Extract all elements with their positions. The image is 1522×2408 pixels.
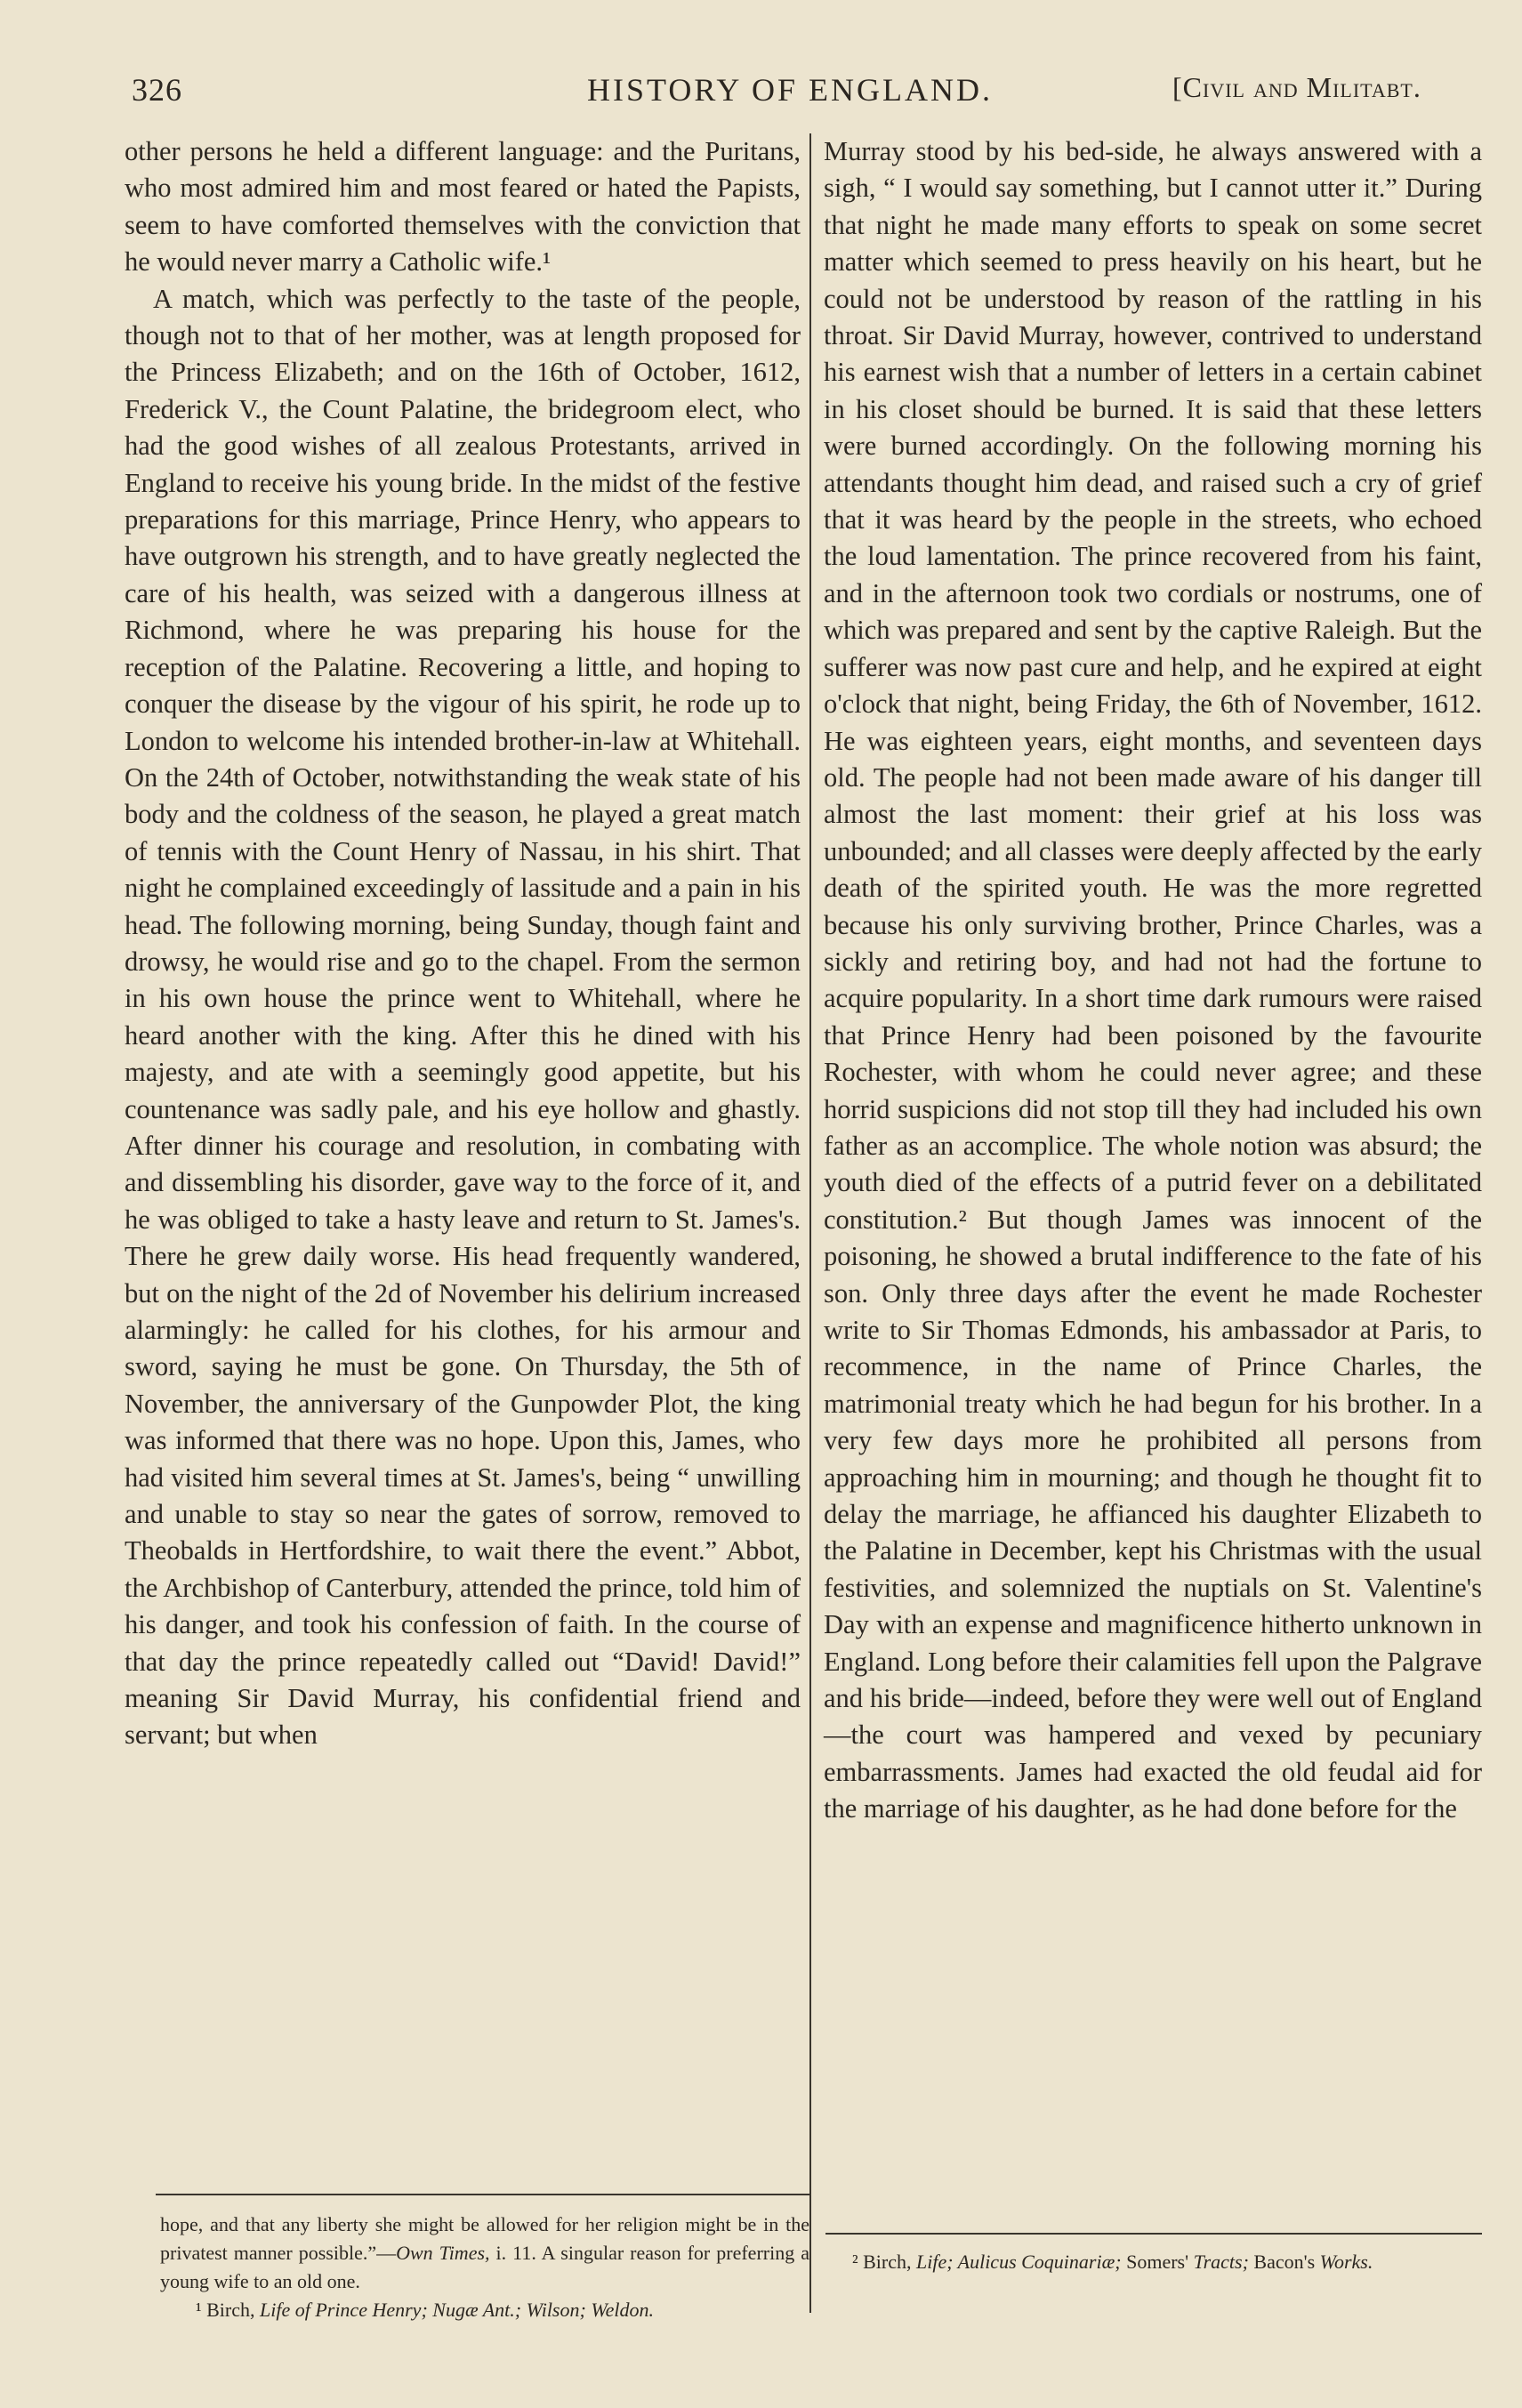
footnotes-right <box>825 2248 1482 2276</box>
footnote-1: ¹ Birch, Life of Prince Henry; Nugæ Ant.; Wilson; Weldon. <box>196 2299 655 2321</box>
column-divider <box>809 133 811 2313</box>
left-paragraph-2: A match, which was perfectly to the taste of the people, though not to that of her mother, was at length proposed for the Princess Elizabeth; and on the 16th of October, 1612, Frederick V., the Count Palatine, the bridegroom elect, who had the good wishes of all zealous Protestants, arrived in England to receive his young bride. In the midst of the festive preparations for this marriage, Prince Henry, who appears to have outgrown his strength, and to have greatly neglected the care of his health, was seized with a dangerous illness at Richmond, where he was preparing his house for the reception of the Palatine. Recovering a little, and hoping to conquer the disease by the vigour of his spirit, he rode up to London to welcome his intended brother-in-law at Whitehall. On the 24th of October, notwithstanding the weak state of his body and the coldness of the season, he played a great match of tennis with the Count Henry of Nassau, in his shirt. That night he complained exceedingly of lassitude and a pain in his head. The following morning, being Sunday, though faint and drowsy, he would rise and go to the chapel. From the sermon in his own house the prince went to Whitehall, where he heard another with the king. After this he dined with his majesty, and ate with a seemingly good appetite, but his countenance was sadly pale, and his eye hollow and ghastly. After dinner his courage and resolution, in combating with and dissembling his disorder, gave way to the force of it, and he was obliged to take a hasty leave and return to St. James's. There he grew daily worse. His head frequently wandered, but on the night of the 2d of November his delirium increased alarmingly: he called for his clothes, for his armour and sword, saying he must be gone. On Thursday, the 5th of November, the anniversary of the Gunpowder Plot, the king was informed that there was no hope. Upon this, James, who had visited him several times at St. James's, being “ unwilling and unable to stay so near the gates of sorrow, removed to Theobalds in Hertfordshire, to wait there the event.” Abbot, the Archbishop of Canterbury, attended the prince, told him of his danger, and took his confession of faith. In the course of that day the prince repeatedly called out “David! David!” meaning Sir David Murray, his confidential friend and servant; but when <box>125 283 801 1751</box>
running-title: HISTORY OF ENGLAND. <box>587 72 994 108</box>
footnotes-left <box>160 2211 809 2324</box>
left-paragraph-1: other persons he held a different language: and the Puritans, who most admired him and most feared or hated the Papists, seem to have comforted themselves with the conviction that he would never marry a Catholic wife.¹ <box>125 136 801 278</box>
left-column <box>125 133 801 1754</box>
footnote-2: ² Birch, Life; Aulicus Coquinariæ; Somers' Tracts; Bacon's Works. <box>852 2251 1373 2273</box>
footnote-continuation: hope, and that any liberty she might be allowed for her religion might be in the privatest manner possible.”—Own Times, i. 11. A singular reason for preferring a young wife to an old one. <box>160 2213 809 2292</box>
footnote-rule-left <box>156 2194 809 2195</box>
right-column <box>824 133 1482 1828</box>
page-header <box>0 64 1522 117</box>
section-label: [Civil and Militabt. <box>1172 71 1421 103</box>
page-number: 326 <box>132 72 182 108</box>
footnote-rule-right <box>825 2233 1482 2235</box>
right-paragraph-1: Murray stood by his bed-side, he always answered with a sigh, “ I would say something, but I cannot utter it.” During that night he made many efforts to speak on some secret matter which seemed to press heavily on his heart, but he could not be understood by reason of the rattling in his throat. Sir David Murray, however, contrived to understand his earnest wish that a number of letters in a certain cabinet in his closet should be burned. It is said that these letters were burned accordingly. On the following morning his attendants thought him dead, and raised such a cry of grief that it was heard by the people in the streets, who echoed the loud lamentation. The prince recovered from his faint, and in the afternoon took two cordials or nostrums, one of which was prepared and sent by the captive Raleigh. But the sufferer was now past cure and help, and he expired at eight o'clock that night, being Friday, the 6th of November, 1612. He was eighteen years, eight months, and seventeen days old. The people had not been made aware of his danger till almost the last moment: their grief at his loss was unbounded; and all classes were deeply affected by the early death of the spirited youth. He was the more regretted because his only surviving brother, Prince Charles, was a sickly and retiring boy, and had not had the fortune to acquire popularity. In a short time dark rumours were raised that Prince Henry had been poisoned by the favourite Rochester, with whom he could never agree; and these horrid suspicions did not stop till they had included his own father as an accomplice. The whole notion was absurd; the youth died of the effects of a putrid fever on a debilitated constitution.² But though James was innocent of the poisoning, he showed a brutal indifference to the fate of his son. Only three days after the event he made Rochester write to Sir Thomas Edmonds, his ambassador at Paris, to recommence, in the name of Prince Charles, the matrimonial treaty which he had begun for his brother. In a very few days more he prohibited all persons from approaching him in mourning; and though he thought fit to delay the marriage, he affianced his daughter Elizabeth to the Palatine in December, kept his Christmas with the usual festivities, and solemnized the nuptials on St. Valentine's Day with an expense and magnificence hitherto unknown in England. Long before their calamities fell upon the Palgrave and his bride—indeed, before they were well out of England—the court was hampered and vexed by pecuniary embarrassments. James had exacted the old feudal aid for the marriage of his daughter, as he had done before for the <box>824 136 1482 1824</box>
